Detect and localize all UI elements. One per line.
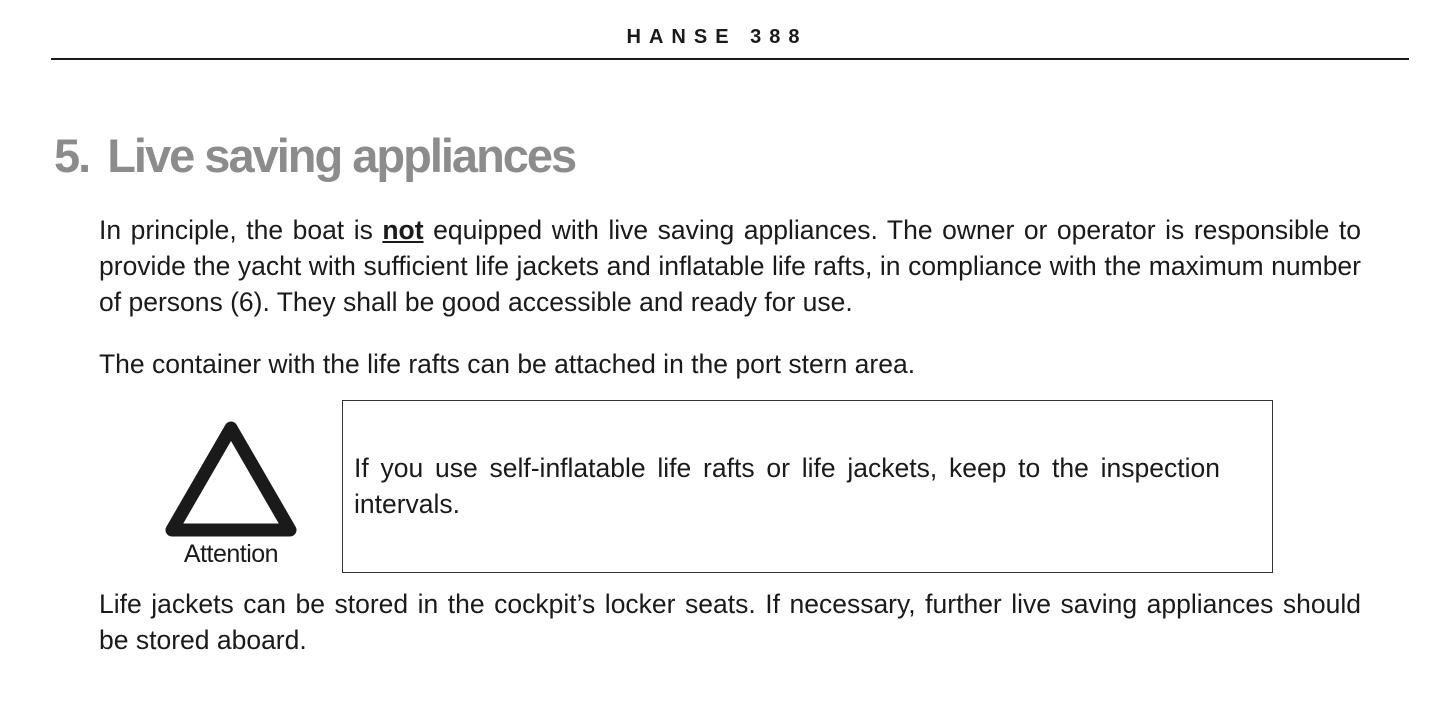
section-number: 5. [54,129,90,182]
intro-text-end: equipped with live saving appliances. The owner or operator is responsible to provide the yacht with sufficient life jackets and inflatable life rafts, in compliance with the maximum number of persons (6). They shall be good accessible and ready for use. [99,215,1361,317]
lifejacket-paragraph: Life jackets can be stored in the cockpit’s locker seats. If necessary, further live saving appliances should be stored aboard. [99,589,1361,655]
liferaft-paragraph: The container with the life rafts can be attached in the port stern area. [99,349,916,379]
intro-emphasis: not [382,215,424,245]
section-title: Live saving appliances [107,129,576,182]
warning-triangle-icon [162,418,300,538]
notice-text: If you use self-inflatable life rafts or life jackets, keep to the inspection intervals. [354,453,1220,519]
intro-text-start: In principle, the boat is [99,215,383,245]
document-header-title: HANSE 388 [626,26,808,48]
section-heading [54,128,575,183]
attention-label: Attention [183,540,279,568]
intro-paragraph [99,212,1361,320]
header-divider [51,58,1409,60]
